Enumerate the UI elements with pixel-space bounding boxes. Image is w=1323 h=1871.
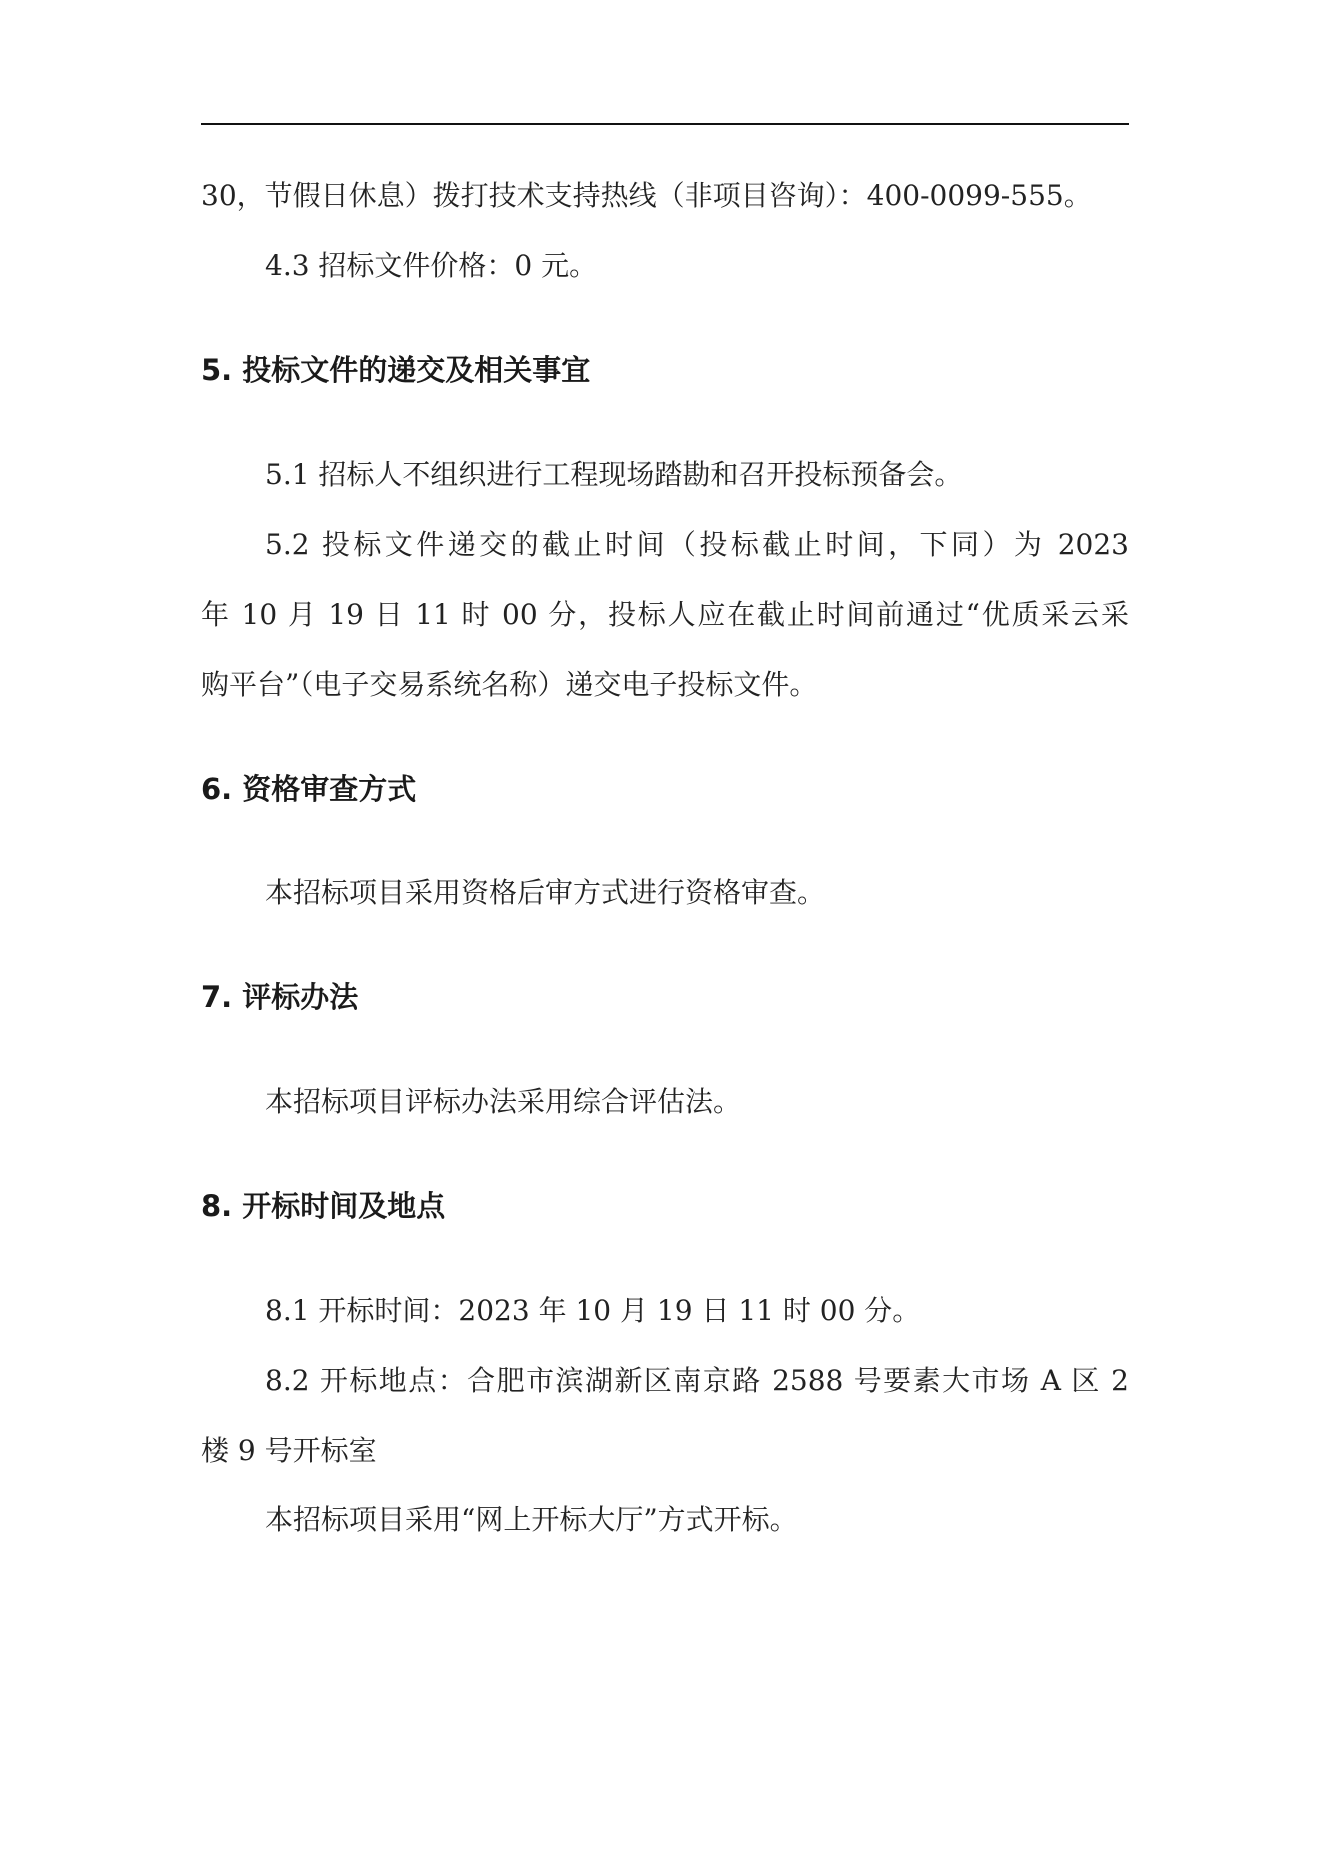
paragraph-8-1: 8.1 开标时间：2023 年 10 月 19 日 11 时 00 分。 <box>265 1294 921 1327</box>
header-rule <box>201 123 1129 125</box>
paragraph-5-1: 5.1 招标人不组织进行工程现场踏勘和召开投标预备会。 <box>265 458 963 491</box>
paragraph-6: 本招标项目采用资格后审方式进行资格审查。 <box>265 876 826 909</box>
paragraph-5-2-line-2: 年 10 月 19 日 11 时 00 分，投标人应在截止时间前通过“优质采云采 <box>201 598 1129 631</box>
paragraph-5-2-line-1: 5.2 投标文件递交的截止时间（投标截止时间，下同）为 2023 <box>265 528 1129 561</box>
section-heading-7: 7. 评标办法 <box>201 980 359 1014</box>
section-heading-5: 5. 投标文件的递交及相关事宜 <box>201 353 591 387</box>
continuation-line: 30，节假日休息）拨打技术支持热线（非项目咨询）：400-0099-555。 <box>201 179 1092 212</box>
section-heading-6: 6. 资格审查方式 <box>201 772 417 806</box>
paragraph-8-2-line-1: 8.2 开标地点：合肥市滨湖新区南京路 2588 号要素大市场 A 区 2 <box>265 1364 1129 1397</box>
price-line: 4.3 招标文件价格：0 元。 <box>265 249 598 282</box>
section-heading-8: 8. 开标时间及地点 <box>201 1189 446 1223</box>
paragraph-7: 本招标项目评标办法采用综合评估法。 <box>265 1085 742 1118</box>
paragraph-8-2-line-2: 楼 9 号开标室 <box>201 1434 377 1467</box>
paragraph-8-3: 本招标项目采用“网上开标大厅”方式开标。 <box>265 1503 798 1536</box>
paragraph-5-2-line-3: 购平台”（电子交易系统名称）递交电子投标文件。 <box>201 668 818 701</box>
